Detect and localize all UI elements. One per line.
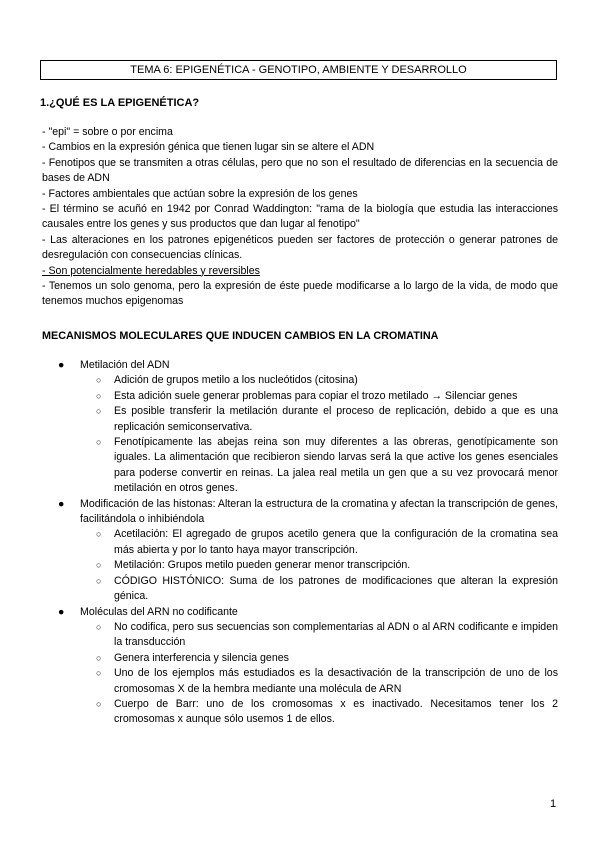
sublist [58,373,558,496]
intro-line: - Cambios en la expresión génica que tienen lugar sin se altere el ADN [42,141,375,154]
list-item [58,497,558,528]
bullet-icon: ● [58,497,65,510]
sublist-item [58,558,558,573]
circle-bullet-icon: ○ [96,406,102,417]
intro-line: - "epi" = sobre o por encima [42,126,173,138]
mechanism-item [58,605,558,728]
sublist-item-text: Cuerpo de Barr: uno de los cromosomas x es inactivado. Necesitamos tener los 2 cromosomas x aunque sólo usemos 1 de ellos. [114,697,558,726]
circle-bullet-icon: ○ [96,621,102,632]
sublist-item-text: Acetilación: El agregado de grupos acetilo genera que la configuración de la cromatina sea más abierta y por lo tanto haya mayor transcripción. [114,528,558,556]
circle-bullet-icon: ○ [96,375,102,386]
document-title: TEMA 6: EPIGENÉTICA - GENOTIPO, AMBIENTE Y DESARROLLO [40,60,557,80]
bullet-icon: ● [58,605,65,618]
intro-line-underlined [42,264,558,279]
sublist-item [58,651,558,666]
list-item-text: Metilación del ADN [80,359,170,371]
sublist-item-text: Fenotípicamente las abejas reina son muy diferentes a las obreras, genotípicamente son iguales. La alimentación que recibieron siendo larvas será la que active los genes esenciales para poderse convertir en reinas. La jalea real metila un gen que a su vez provocará menor metilación en otros genes. [114,436,558,495]
sublist-item-text: Esta adición suele generar problemas para copiar el trozo metilado → Silenciar genes [114,389,518,402]
intro-paragraphs [42,125,558,310]
intro-line: - Factores ambientales que actúan sobre la expresión de los genes [42,187,358,200]
sublist-item [58,373,558,388]
sublist-item-text: Genera interferencia y silencia genes [114,651,289,664]
circle-bullet-icon: ○ [96,698,102,709]
underlined-text: Son potencialmente heredables y reversibles [48,264,260,277]
sublist [58,620,558,728]
mechanisms-list [58,358,558,728]
intro-line: - Fenotipos que se transmiten a otras células, pero que no son el resultado de diferencias en la secuencia de bases de ADN [42,156,558,185]
sublist [58,527,558,604]
list-item [58,605,558,620]
list-item-text: Moléculas del ARN no codificante [80,605,238,618]
circle-bullet-icon: ○ [96,437,102,448]
sublist-item-text: Metilación: Grupos metilo pueden generar menor transcripción. [114,559,411,572]
underlined-prefix: - [42,264,49,277]
section-heading-mecanismos: MECANISMOS MOLECULARES QUE INDUCEN CAMBIOS EN LA CROMATINA [42,330,439,342]
sublist-item [58,620,558,651]
bullet-icon: ● [58,359,65,371]
intro-line: - Las alteraciones en los patrones epigenéticos pueden ser factores de protección o generar patrones de desregulación con consecuencias clínicas. [42,233,558,262]
sublist-item-text: Uno de los ejemplos más estudiados es la desactivación de la transcripción de uno de los cromosomas X de la hembra mediante una molécula de ARN [114,667,558,695]
sublist-item [58,404,558,435]
list-item-text: Modificación de las histonas: Alteran la estructura de la cromatina y afectan la transcripción de genes, facilitándola o inhibiéndola [80,497,558,526]
list-item [58,358,558,373]
intro-line: - El término se acuñó en 1942 por Conrad Waddington: "rama de la biología que estudia las interacciones causales entre los genes y sus productos que dan lugar al fenotipo" [42,203,558,231]
circle-bullet-icon: ○ [96,652,102,663]
circle-bullet-icon: ○ [96,668,102,679]
mechanism-item [58,497,558,605]
sublist-item-text: No codifica, pero sus secuencias son complementarias al ADN o al ARN codificante e impiden la transducción [114,620,558,649]
circle-bullet-icon: ○ [96,560,102,571]
sublist-item [58,666,558,697]
circle-bullet-icon: ○ [96,390,102,401]
sublist-item [58,697,558,728]
sublist-item-text: Es posible transferir la metilación durante el proceso de replicación, debido a que es una replicación semiconservativa. [114,405,558,433]
intro-line: - Tenemos un solo genoma, pero la expresión de éste puede modificarse a lo largo de la vida, de modo que tenemos muchos epigenomas [42,280,558,308]
sublist-item-text: CÓDIGO HISTÓNICO: Suma de los patrones de modificaciones que alteran la expresión génica. [114,574,558,603]
mechanism-item [58,358,558,497]
sublist-item-text: Adición de grupos metilo a los nucleótidos (citosina) [114,374,358,387]
circle-bullet-icon: ○ [96,575,102,586]
sublist-item [58,435,558,497]
page-number: 1 [550,798,557,810]
circle-bullet-icon: ○ [96,529,102,540]
sublist-item [58,574,558,605]
section-heading-epigenetica: 1.¿QUÉ ES LA EPIGENÉTICA? [40,97,200,109]
sublist-item [58,389,558,404]
sublist-item [58,527,558,558]
